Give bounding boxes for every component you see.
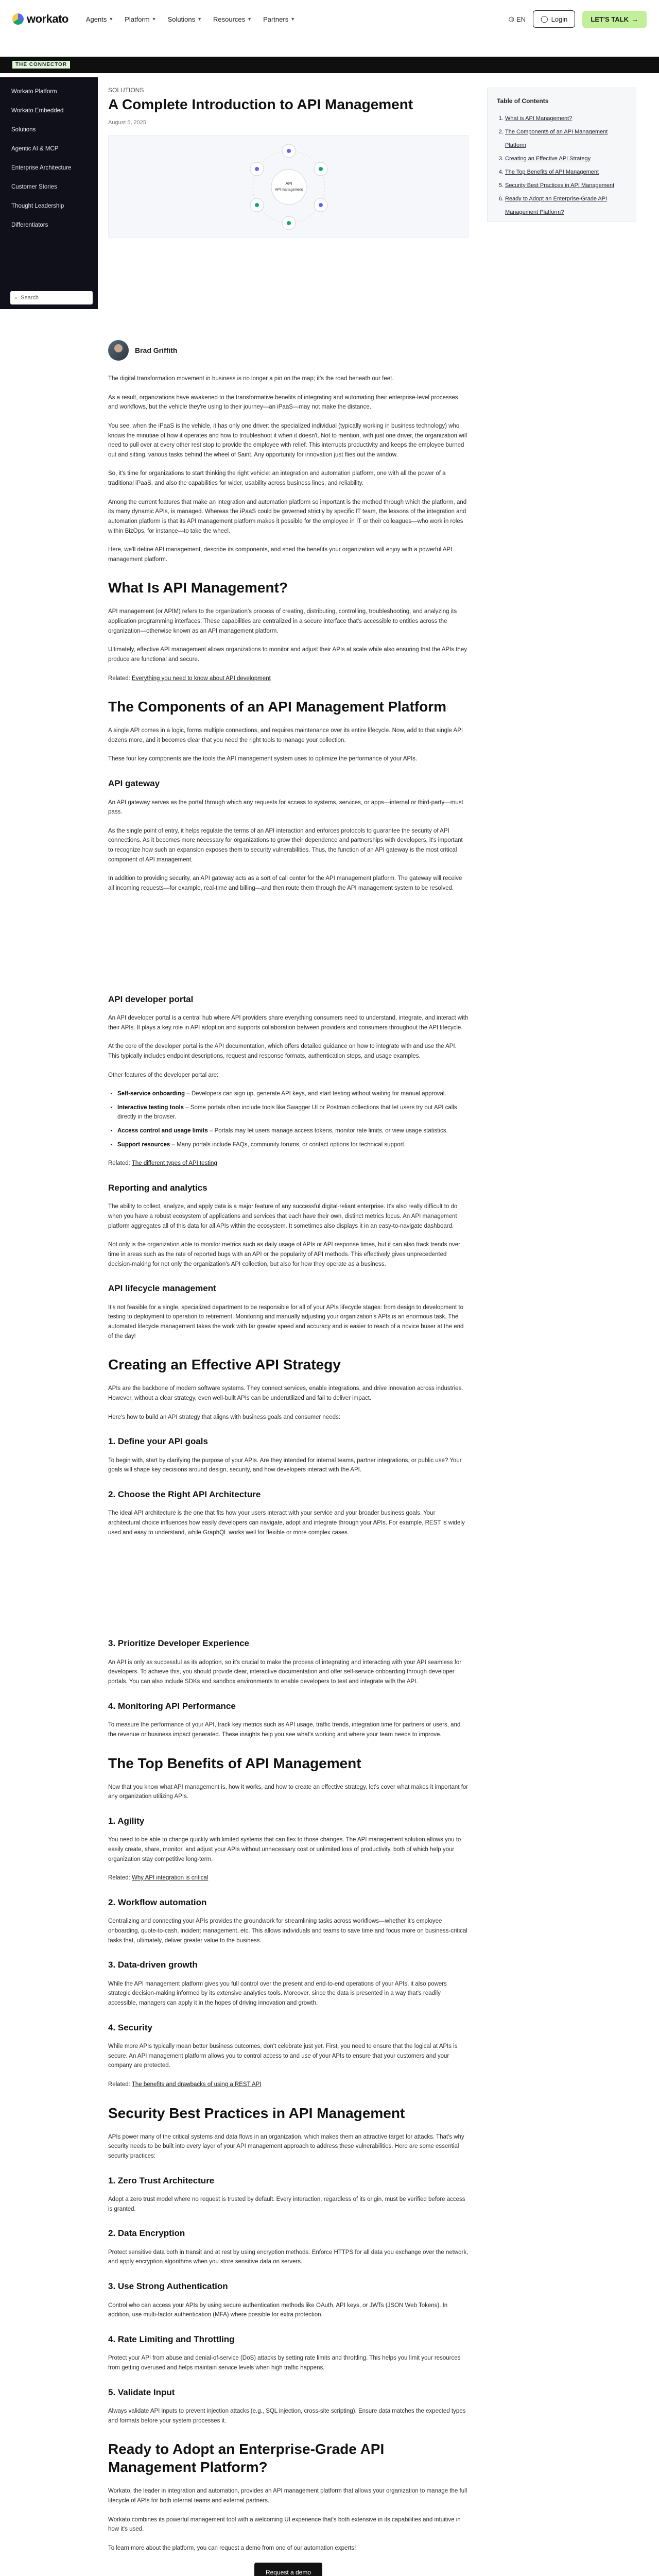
heading-ready: Ready to Adopt an Enterprise-Grade API Management Platform? [108,2441,385,2476]
list-item: • Interactive testing tools – Some portals often include tools like Swagger UI or Postman collections that let users try out API calls directly in the browser. [117,1103,469,1122]
sidebar-item-solutions[interactable]: Solutions [11,127,36,133]
chevron-down-icon: ▼ [247,16,252,22]
heading-security-practice: 3. Use Strong Authentication [108,2281,228,2292]
intro-paragraph: Here, we'll define API management, describe its components, and shed the benefits your organization will enjoy with a powerful API management platform. [108,547,453,563]
paragraph: An API is only as successful as its adoption, so it's crucial to make the process of integrating and interacting with your API seamless for developers. To achieve this, you should provide clear, interactive documentation and offer self-service onboarding through developer portals. You can also include SDKs and sandbox environments to enable developers to test and integrate with the API. [108,1659,462,1685]
paragraph: Workato combines its powerful management tool with a welcoming UI experience that's both extensive in its capabilities and intuitive in how it's used. [108,2516,461,2533]
paragraph: API management (or APIM) refers to the organization's process of creating, distributing, controlling, troubleshooting, and analyzing its application programming interfaces. These capabilities are centralized in a secure interface that's accessible to entities across the organization—otherwise known as an API management platform. [108,608,457,634]
feature-name: Support resources [117,1141,170,1148]
sidebar-item-customer-stories[interactable]: Customer Stories [11,184,57,190]
heading-strategy: Creating an Effective API Strategy [108,1357,341,1373]
globe-icon: ◍ [508,15,514,23]
paragraph: Protect sensitive data both in transit and at rest by using encryption methods. Enforce HTTPS for all data you exchange over the network, and apply encryption algorithms when you store sensitive data on servers. [108,2249,469,2265]
sidebar-item-thought-leadership[interactable]: Thought Leadership [11,203,64,209]
author-byline[interactable] [108,340,177,361]
nav-item-label: Resources [213,15,246,23]
author-name: Brad Griffith [135,346,178,354]
workato-logo-icon [12,13,24,25]
lets-talk-button[interactable] [582,11,647,28]
section-spacer [108,1547,469,1624]
paragraph: Control who can access your APIs by using secure authentication methods like OAuth, API keys, or JWTs (JSON Web Tokens). In addition, use multi-factor authentication (MFA) where possible for extra protection. [108,2302,448,2318]
intro-paragraph: So, it's time for organizations to start thinking the right vehicle: an integration and automation platform, one with all the power of a traditional iPaaS, and also the capabilities for wider, usability across business lines, and reliability. [108,470,446,486]
diagram-label-api: API [285,181,292,186]
heading-strategy-step: 3. Prioritize Developer Experience [108,1638,250,1649]
paragraph: It's not feasible for a single, specialized department to be responsible for all of your APIs lifecycle stages: from design to development to testing to deployment to operation to retirement. Monitoring and manually adjusting your organization's APIs is an enormous task. The automated lifecycle management takes the work with far greater speed and accuracy and is easier to reach of a novice buser at the end of the day! [108,1304,464,1340]
toc-item[interactable] [505,125,627,152]
paragraph: You need to be able to change quickly with limited systems that can flex to those changes. The API management solution allows you to easily create, share, monitor, and adjust your APIs without unnecessary cost or unlimited loss of productivity, both of which help your organization stay competitive long-term. [108,1837,461,1862]
paragraph: An API gateway serves as the portal through which any requests for access to systems, services, or apps—internal or third-party—must pass. [108,799,463,816]
article-body [108,374,469,2576]
paragraph: To measure the performance of your API, track key metrics such as API usage, traffic trends, integration time for partners or users, and the revenue or business impact generated. These insights help you see what's working and where your team needs to improve. [108,1722,461,1738]
paragraph: Other features of the developer portal are: [108,1072,219,1078]
heading-benefits: The Top Benefits of API Management [108,1755,361,1771]
chevron-down-icon: ▼ [197,16,202,22]
search-placeholder: Search [21,295,39,301]
cta-wrapper [108,2563,469,2576]
section-spacer [108,903,469,980]
nav-item-solutions[interactable] [168,15,202,23]
page-title: A Complete Introduction to API Management [108,96,413,112]
api-management-diagram [109,135,469,238]
paragraph: Centralizing and connecting your APIs provides the groundwork for streamlining tasks across workflows—whether it's employee onboarding, quote-to-cash, incident management, etc. This allows individuals and teams to save time and focus more on business-critical tasks that, ultimately, deliver greater value to the business. [108,1918,467,1944]
avatar [108,340,129,361]
related-line [108,1159,469,1168]
paragraph: In addition to providing security, an API gateway acts as a sort of call center for the API management platform. The gateway will receive all incoming requests—for example, real-time and billing—and then route them through the API management system to be resolved. [108,875,462,891]
paragraph: These four key components are the tools the API management system uses to optimize the performance of your APIs. [108,756,418,762]
paragraph: Workato, the leader in integration and automation, provides an API management platform that allows your organization to manage the full lifecycle of APIs for both internal teams and external partners. [108,2488,467,2504]
heading-lifecycle: API lifecycle management [108,1283,216,1294]
toc-link[interactable]: Ready to Adopt an Enterprise-Grade API Management Platform? [505,196,608,215]
lets-talk-label: LET'S TALK [591,15,629,23]
connector-tag[interactable]: THE CONNECTOR [12,61,70,69]
sidebar-item-workato-embedded[interactable]: Workato Embedded [11,108,64,114]
related-line [108,2080,469,2090]
paragraph: A single API comes in a logic, forms multiple connections, and requires maintenance over its entire lifecycle. Now, add to that single API dozens more, and it becomes clear that you need the right tools to manage your collection. [108,727,463,743]
heading-security-practice: 2. Data Encryption [108,2228,185,2239]
heading-benefit: 2. Workflow automation [108,1897,207,1907]
list-item: • Support resources – Many portals include FAQs, community forums, or contact options for technical support. [117,1140,469,1150]
paragraph: The ability to collect, analyze, and apply data is a major feature of any successful digital-reliant enterprise. It's also really difficult to do when you have a robust ecosystem of applications and services that each have their own, distinct metrics focus. An API management platform aggregates all of this data for all APIs within the ecosystem. It sometimes also displays it in an easy-to-navigate dashboard. [108,1204,458,1229]
toc-item[interactable] [505,192,627,219]
nav-actions [509,10,647,28]
paragraph: Now that you know what API management is, how it works, and how to create an effective strategy, let's cover what makes it important for any organization utilizing APIs. [108,1784,469,1800]
table-of-contents [487,88,636,222]
intro-paragraph: You see, when the iPaaS is the vehicle, it has only one driver: the specialized individual (typically working in business technology) who knows the minutiae of how it operates and how to troubleshoot it when it doesn't. Not to mention, with just one driver, the organization will need to pull over at every other rest stop to provide the employee with relief. This interrupts productivity and keeps the employee burned out and sitting, various tasks behind the wheel of Saint. Any opportunity for innovation just flies out the window. [108,422,467,458]
chevron-down-icon: ▼ [290,16,296,22]
heading-strategy-step: 4. Monitoring API Performance [108,1701,236,1711]
related-prefix: Related: [108,1875,130,1882]
paragraph: Here's how to build an API strategy that aligns with business goals and consumer needs: [108,1414,340,1420]
login-label: Login [551,15,568,23]
hero-illustration [108,135,469,238]
paragraph: To begin with, start by clarifying the purpose of your APIs. Are they intended for internal teams, partner integrations, or public use? Your goals will shape key decisions around design, security, and how developers interact with the API. [108,1457,462,1473]
related-link[interactable]: The different types of API testing [131,1160,217,1167]
nav-item-label: Agents [85,15,107,23]
related-link[interactable]: Why API integration is critical [132,1875,209,1882]
chevron-down-icon: ▼ [151,16,157,22]
feature-desc: Some portals often include tools like Swagger UI or Postman collections that let users try out API calls directly in the browser. [117,1104,457,1121]
feature-desc: Developers can sign up, generate API keys, and start testing without waiting for manual approval. [191,1091,446,1097]
related-link[interactable]: Everything you need to know about API development [132,675,271,682]
related-prefix: Related: [108,1160,130,1167]
toc-link[interactable]: What is API Management? [505,115,573,122]
related-link[interactable]: The benefits and drawbacks of using a REST API [131,2081,262,2088]
toc-item[interactable] [505,165,627,179]
paragraph: Ultimately, effective API management allows organizations to monitor and adjust their APIs at scale while also ensuring that the APIs they produce are functional and secure. [108,647,467,663]
toc-list [505,112,627,219]
nav-item-resources[interactable] [213,15,252,23]
heading-benefit: 4. Security [108,2022,152,2032]
sidebar-item-workato-platform[interactable]: Workato Platform [11,89,57,95]
search-icon: ⌕ [14,294,18,301]
intro-paragraph: Among the current features that make an integration and automation platform so important is the method through which the platform, and its many dynamic APIs, is managed. Whereas the iPaaS could be governed strictly by specific IT team, the lessons of the integration and automation platform is that its API management platform makes it possible for the employee in IT or their colleagues—who work in roles within BizOps, for instance—to take the wheel. [108,499,467,534]
chevron-down-icon: ▼ [109,16,114,22]
sidebar-item-agentic-ai[interactable]: Agentic AI & MCP [11,146,59,152]
feature-name: Self-service onboarding [117,1091,185,1097]
toc-link[interactable]: The Components of an API Management Platform [505,129,608,148]
paragraph: An API developer portal is a central hub where API providers share everything consumers need to understand, integrate, and interact with their APIs. It plays a key role in API adoption and supports collaboration between providers and consumers throughout the API lifecycle. [108,1015,469,1031]
intro-paragraph: As a result, organizations have awakened to the transformative benefits of integrating and automating their enterprise-level processes and workflows, but the vehicle they're using to their journey—an iPaaS—may not make the distance. [108,394,458,411]
paragraph: The ideal API architecture is the one that fits how your users interact with your service and your broader business goals. Your architectural choice influences how easily developers can navigate, adopt and integrate through your APIs. For example, REST is widely used and easy to understand, while GraphQL works well for flexible or more complex cases. [108,1510,465,1536]
toc-link[interactable]: Security Best Practices in API Management [505,182,615,189]
brand-logo[interactable] [12,12,68,26]
feature-name: Interactive testing tools [117,1104,184,1111]
heading-security-practice: 5. Validate Input [108,2387,175,2397]
nav-item-platform[interactable] [125,15,156,23]
paragraph: As the single point of entry, it helps regulate the terms of an API interaction and enforces protocols to guarantee the security of API connections. As it becomes more necessary for organizations to grow their dependence and partnerships with developers, it's important to recognize how such an expansion exposes them to security vulnerabilities. Thus, the function of an API gateway is the most critical component of API management. [108,827,463,863]
paragraph: While more APIs typically mean better business outcomes, don't celebrate just yet. First, you need to ensure that the logical at APIs is secure. An API management platform allows you to control access to and use of your APIs to ensure that your customers and your company are protected. [108,2043,458,2069]
user-icon: ◯ [541,15,548,23]
heading-components: The Components of an API Management Platform [108,699,447,715]
article-category[interactable]: SOLUTIONS [108,87,144,94]
nav-item-partners[interactable] [263,15,295,23]
diagram-label-management: API management [274,188,303,192]
heading-security-practice: 4. Rate Limiting and Throttling [108,2334,235,2344]
feature-desc: Many portals include FAQs, community forums, or contact options for technical support. [177,1141,406,1148]
heading-security-practice: 1. Zero Trust Architecture [108,2175,215,2185]
paragraph: Protect your API from abuse and denial-of-service (DoS) attacks by setting rate limits and throttling. This helps you limit your resources from getting overused and helps maintain service levels when high traffic happens. [108,2355,461,2371]
sidebar-item-enterprise-architecture[interactable]: Enterprise Architecture [11,165,72,171]
heading-what-is: What Is API Management? [108,580,288,596]
related-line [108,674,469,684]
category-sidebar [0,77,98,309]
toc-link[interactable]: The Top Benefits of API Management [505,169,599,175]
toc-item[interactable] [505,152,627,165]
publish-date: August 5, 2025 [108,120,147,126]
toc-item[interactable] [505,179,627,192]
brand-name: workato [27,12,68,25]
list-item: • Access control and usage limits – Portals may let users manage access tokens, monitor rate limits, or view usage statistics. [117,1126,469,1136]
heading-strategy-step: 1. Define your API goals [108,1436,208,1447]
related-prefix: Related: [108,2081,130,2088]
connector-bar [0,57,659,73]
heading-reporting: Reporting and analytics [108,1182,207,1193]
sidebar-item-differentiators[interactable]: Differentiators [11,222,48,228]
top-nav [0,0,659,38]
paragraph: Adopt a zero trust model where no request is trusted by default. Every interaction, regardless of its origin, must be verified before access is granted. [108,2196,465,2212]
list-item: • Self-service onboarding – Developers can sign up, generate API keys, and start testing without waiting for manual approval. [117,1089,469,1099]
heading-benefit: 3. Data-driven growth [108,1960,198,1970]
feature-desc: Portals may let users manage access tokens, monitor rate limits, or view usage statistics. [214,1128,448,1134]
intro-paragraph: The digital transformation movement in business is no longer a pin on the map; it's the road beneath our feet. [108,376,394,382]
nav-item-label: Platform [125,15,150,23]
related-prefix: Related: [108,675,130,682]
login-button[interactable] [533,10,575,28]
paragraph: APIs power many of the critical systems and data flows in an organization, which makes them an attractive target for attacks. That's why security needs to be built into every layer of your API management approach to address these vulnerabilities. Here are some essential security practices: [108,2133,464,2159]
heading-developer-portal: API developer portal [108,994,194,1004]
language-label: EN [516,15,526,23]
paragraph: While the API management platform gives you full control over the present and end-to-end operations of your APIs, it also powers strategic decision-making informed by its extensive analytics tools. Moreover, since the data is presented in a way that's readily accessible, managers can apply it in the hopes of driving innovation and growth. [108,1980,447,2006]
heading-api-gateway: API gateway [108,778,160,788]
heading-benefit: 1. Agility [108,1816,145,1826]
nav-item-label: Solutions [167,15,196,23]
heading-strategy-step: 2. Choose the Right API Architecture [108,1489,261,1499]
paragraph: At the core of the developer portal is the API documentation, which offers detailed guidance on how to integrate with and use the API. This typically includes endpoint descriptions, request and response formats, authentication steps, and usage examples. [108,1043,457,1059]
arrow-right-icon: → [632,15,638,23]
main-menu [86,15,295,23]
nav-item-label: Partners [263,15,289,23]
nav-item-agents[interactable] [86,15,113,23]
paragraph: APIs are the backbone of modern software systems. They connect services, enable integrations, and drive innovation across industries. However, without a clear strategy, even well-built APIs can be underutilized and fail to deliver impact. [108,1385,463,1401]
paragraph: Always validate API inputs to prevent injection attacks (e.g., SQL injection, cross-site scripting). Ensure data matches the expected types and formats before your system processes it. [108,2408,466,2424]
request-demo-button[interactable]: Request a demo [254,2563,322,2576]
paragraph: To learn more about the platform, you can request a demo from one of our automation experts! [108,2545,356,2551]
paragraph: Not only is the organization able to monitor metrics such as daily usage of APIs or API response times, but it can also track trends over time in areas such as the rate of reported bugs with an API or the popularity of API methods. This effectively gives unprecedented decision-making for not only the organization's API collection, but also for how they operate as a business. [108,1242,460,1267]
heading-security: Security Best Practices in API Management [108,2105,405,2121]
related-line [108,1873,469,1883]
language-selector[interactable] [509,15,526,23]
portal-feature-list [117,1089,469,1149]
search-input[interactable] [10,291,93,304]
toc-item[interactable] [505,112,627,125]
toc-link[interactable]: Creating an Effective API Strategy [505,156,591,162]
toc-title: Table of Contents [497,97,549,105]
feature-name: Access control and usage limits [117,1128,208,1134]
